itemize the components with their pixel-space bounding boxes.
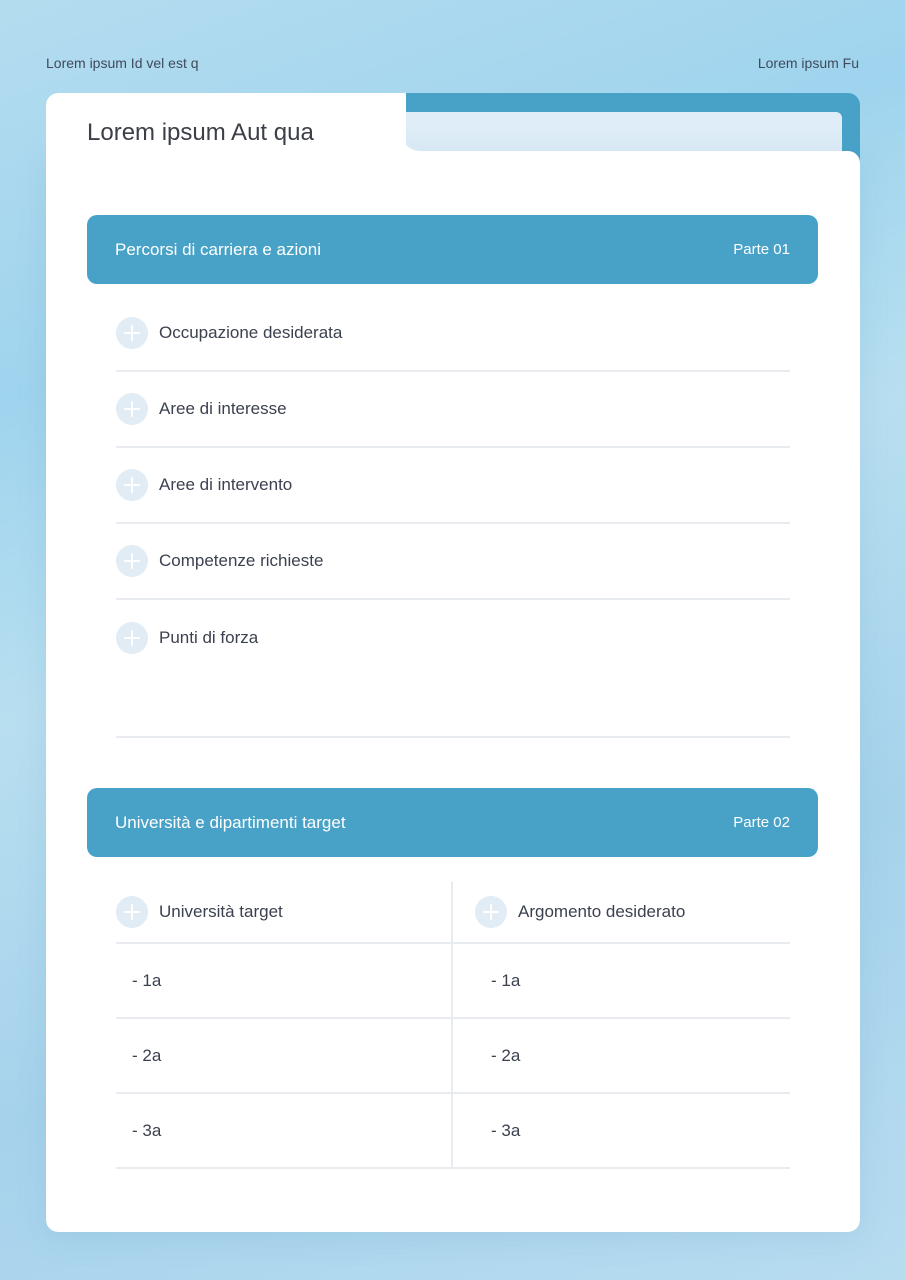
table-cell[interactable]: - 2a — [491, 1045, 521, 1065]
section-header-universities — [87, 788, 818, 857]
table-row — [116, 1019, 790, 1094]
universities-table — [116, 882, 790, 1169]
plus-circle-icon[interactable] — [116, 317, 148, 349]
table-cell[interactable]: - 3a — [491, 1120, 521, 1140]
list-item-label: Aree di intervento — [159, 475, 293, 494]
list-item-aree-intervento[interactable] — [116, 448, 790, 524]
list-item-label: Punti di forza — [159, 628, 259, 647]
career-list — [116, 296, 790, 738]
list-item-label: Competenze richieste — [159, 551, 324, 570]
plus-circle-icon[interactable] — [116, 469, 148, 501]
table-header-row — [116, 882, 790, 944]
list-item-label: Occupazione desiderata — [159, 323, 343, 342]
section-title: Università e dipartimenti target — [115, 812, 346, 832]
header-right-text: Lorem ipsum Fu — [757, 55, 859, 71]
table-cell[interactable]: - 3a — [116, 1094, 453, 1167]
header-left-text: Lorem ipsum Id vel est q — [46, 55, 199, 71]
folder-tab-curve — [360, 93, 420, 153]
table-cell[interactable]: - 1a — [116, 944, 453, 1017]
column-header-label: Argomento desiderato — [518, 902, 686, 921]
list-item-occupazione[interactable] — [116, 296, 790, 372]
table-cell[interactable]: - 2a — [116, 1019, 453, 1092]
document-title: Lorem ipsum Aut qua — [87, 119, 314, 146]
table-row — [116, 944, 790, 1019]
list-item-label: Aree di interesse — [159, 399, 287, 418]
plus-circle-icon[interactable] — [116, 622, 148, 654]
section-title: Percorsi di carriera e azioni — [115, 239, 321, 259]
column-header-label: Università target — [159, 902, 283, 921]
plus-circle-icon[interactable] — [116, 545, 148, 577]
list-item-aree-interesse[interactable] — [116, 372, 790, 448]
column-header-universita[interactable] — [116, 882, 453, 942]
plus-circle-icon[interactable] — [116, 393, 148, 425]
list-item-punti-forza[interactable] — [116, 600, 790, 738]
list-item-competenze[interactable] — [116, 524, 790, 600]
section-part: Parte 02 — [733, 814, 790, 831]
table-row — [116, 1094, 790, 1169]
section-part: Parte 01 — [733, 241, 790, 258]
column-header-argomento[interactable] — [453, 882, 790, 942]
table-cell[interactable]: - 1a — [491, 970, 521, 990]
plus-circle-icon[interactable] — [116, 896, 148, 928]
plus-circle-icon[interactable] — [475, 896, 507, 928]
section-header-career — [87, 215, 818, 284]
